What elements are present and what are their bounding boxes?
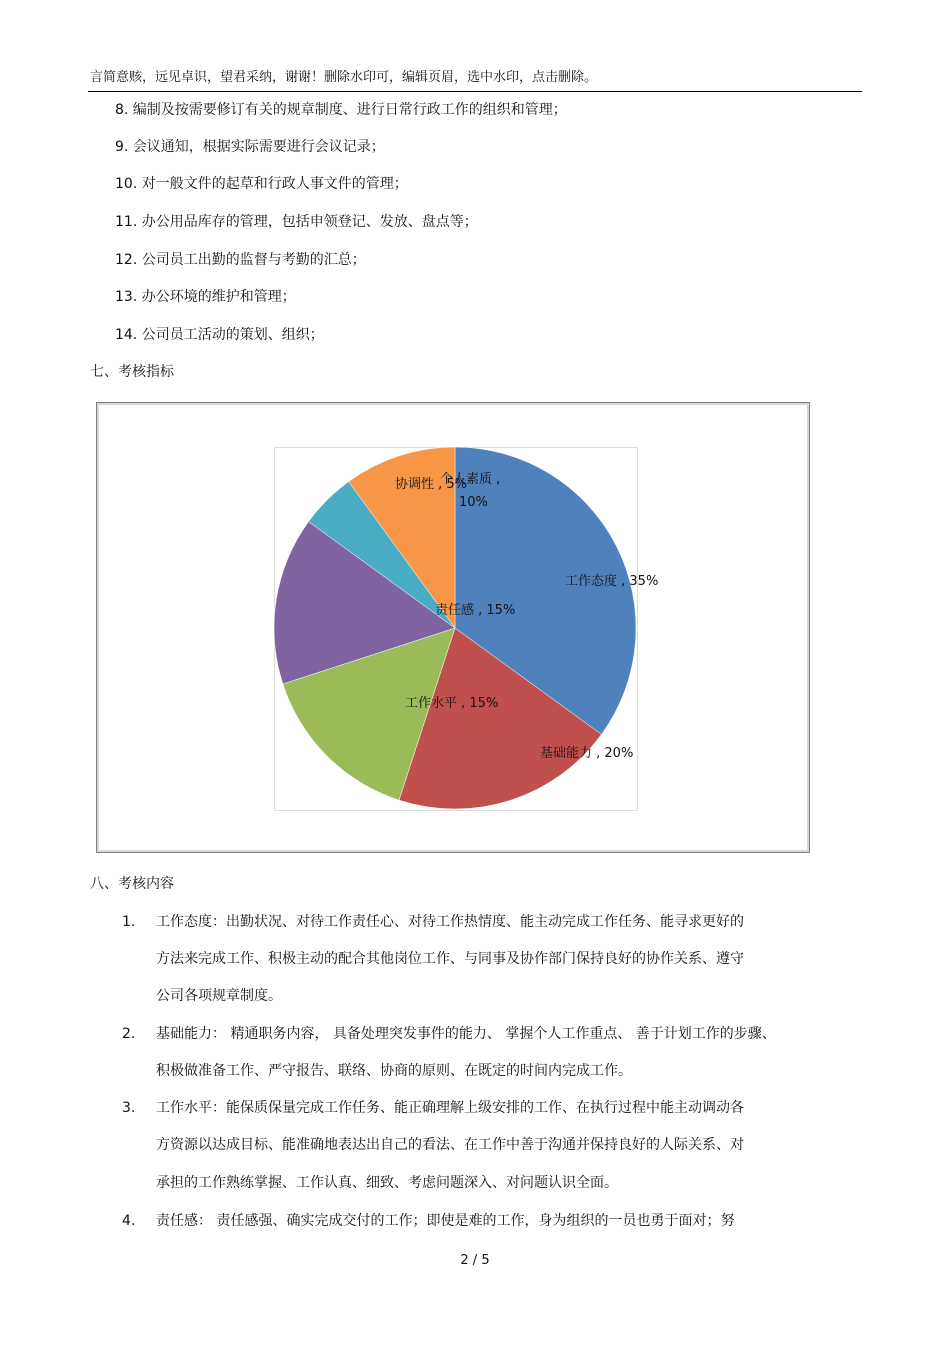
- list-item-3-line-1: 工作水平：能保质保量完成工作任务、能正确理解上级安排的工作、在执行过程中能主动调动各: [156, 1100, 744, 1116]
- page-header-text: 言简意赅，远见卓识，望君采纳，谢谢！删除水印可，编辑页眉，选中水印，点击删除。: [90, 70, 598, 85]
- list-item-1-line-1: 工作态度：出勤状况、对待工作责任心、对待工作热情度、能主动完成工作任务、能寻求更好的: [156, 914, 744, 930]
- list-number-3: 3.: [122, 1100, 136, 1116]
- list-item-1-line-2: 方法来完成工作、积极主动的配合其他岗位工作、与同事及协作部门保持良好的协作关系、遵守: [156, 951, 744, 967]
- section-title-8: 八、考核内容: [90, 876, 174, 892]
- section-title-7: 七、考核指标: [90, 364, 174, 380]
- header-rule: [88, 91, 862, 92]
- duty-item-10: 10. 对一般文件的起草和行政人事文件的管理；: [115, 176, 408, 192]
- list-number-1: 1.: [122, 914, 136, 930]
- duty-item-9: 9. 会议通知，根据实际需要进行会议记录；: [115, 139, 385, 155]
- pie-label-1: 工作态度 , 35%: [565, 574, 659, 589]
- list-item-2-line-2: 积极做准备工作、严守报告、联络、协商的原则、在既定的时间内完成工作。: [156, 1063, 632, 1079]
- pie-label-2: 基础能力 , 20%: [540, 746, 634, 761]
- list-number-4: 4.: [122, 1213, 136, 1229]
- duty-item-13: 13. 办公环境的维护和管理；: [115, 289, 296, 305]
- list-item-2-line-1: 基础能力： 精通职务内容， 具备处理突发事件的能力、 掌握个人工作重点、 善于计划工作的步骤、: [156, 1026, 776, 1042]
- list-number-2: 2.: [122, 1026, 136, 1042]
- pie-label-4: 责任感 , 15%: [435, 603, 516, 618]
- list-item-4-line-1: 责任感： 责任感强、确实完成交付的工作；即使是难的工作，身为组织的一员也勇于面对；努: [156, 1213, 735, 1229]
- page-number: 2 / 5: [460, 1253, 490, 1268]
- pie-label-6: 个人素质 , 10%: [440, 472, 501, 510]
- duty-item-12: 12. 公司员工出勤的监督与考勤的汇总；: [115, 252, 366, 268]
- list-item-3-line-2: 方资源以达成目标、能准确地表达出自己的看法、在工作中善于沟通并保持良好的人际关系、对: [156, 1137, 744, 1153]
- duty-item-11: 11. 办公用品库存的管理，包括申领登记、发放、盘点等；: [115, 214, 478, 230]
- list-item-3-line-3: 承担的工作熟练掌握、工作认真、细致、考虑问题深入、对问题认识全面。: [156, 1175, 618, 1191]
- duty-item-8: 8. 编制及按需要修订有关的规章制度、进行日常行政工作的组织和管理；: [115, 102, 567, 118]
- pie-label-5: 协调性 , 5%: [395, 477, 468, 492]
- list-item-1-line-3: 公司各项规章制度。: [156, 988, 282, 1004]
- pie-label-3: 工作水平 , 15%: [405, 696, 499, 711]
- pie-chart: [274, 447, 659, 809]
- duty-item-14: 14. 公司员工活动的策划、组织；: [115, 327, 324, 343]
